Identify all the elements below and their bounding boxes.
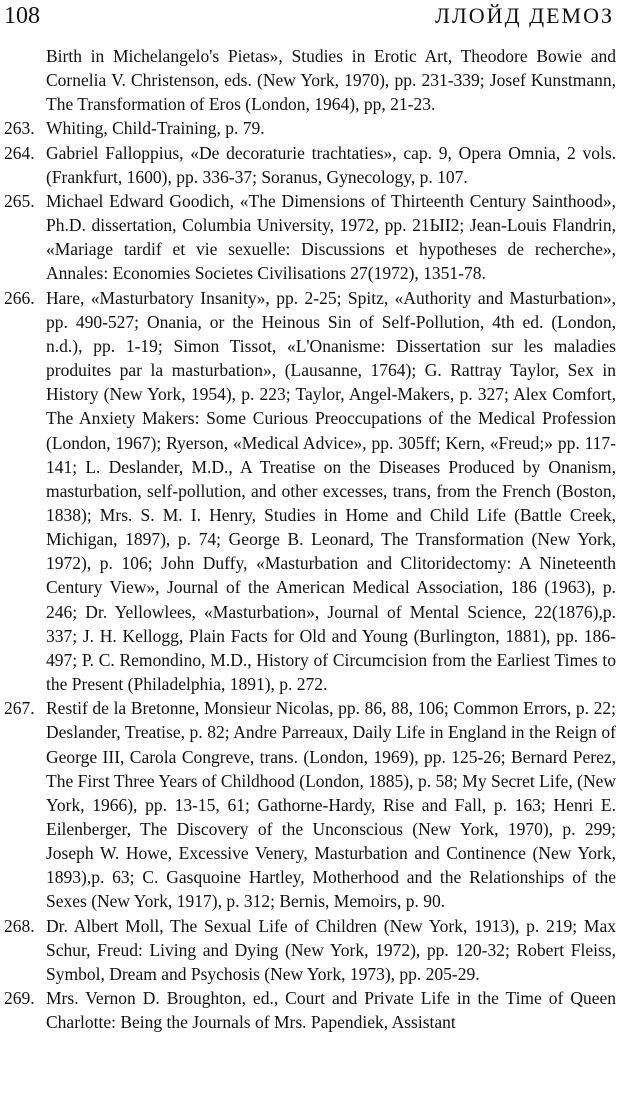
- endnote-text: Dr. Albert Moll, The Sexual Life of Children (New York, 1913), p. 219; Max Schur, Freud: Living and Dying (New York, 1972), pp. 120-32; Robert Fleiss, Symbol, Dream and Psychosis (New York, 1973), pp. 205-29.: [46, 915, 616, 984]
- endnote-267: [4, 696, 616, 913]
- page-number: 108: [4, 3, 40, 29]
- endnote-text: Gabriel Falloppius, «De decoraturie trachtaties», cap. 9, Opera Omnia, 2 vols. (Frankfurt, 1600), pp. 336-37; Soranus, Gynecology, p. 107.: [46, 142, 616, 187]
- endnote-263: [4, 116, 616, 140]
- endnotes-list: [4, 44, 616, 1034]
- endnote-text: Birth in Michelangelo's Pietas», Studies in Erotic Art, Theodore Bowie and Cornelia V. Christenson, eds. (New York, 1970), pp. 231-339; Josef Kunstmann, The Transformation of Eros (London, 1964), pp, 21-23.: [46, 46, 616, 115]
- endnote-number: 264.: [4, 142, 35, 163]
- endnote-269: [4, 986, 616, 1034]
- endnote-number: 267.: [4, 698, 35, 719]
- endnote-number: 263.: [4, 118, 35, 139]
- endnote-266: [4, 286, 616, 697]
- endnote-265: [4, 189, 616, 286]
- page-header: [4, 2, 614, 30]
- endnote-number: 266.: [4, 287, 35, 308]
- running-head: ЛЛОЙД ДЕМОЗ: [434, 3, 614, 28]
- endnote-text: Michael Edward Goodich, «The Dimensions of Thirteenth Century Sainthood», Ph.D. dissertation, Columbia University, 1972, pp. 21ЫI2; Jean-Louis Flandrin, «Mariage tardif et vie sexuelle: Discussions et hypotheses de recherche», Annales: Economies Societes Civilisations 27(1972), 1351-78.: [46, 190, 616, 284]
- endnote-text: Mrs. Vernon D. Broughton, ed., Court and Private Life in the Time of Queen Charlotte: Being the Journals of Mrs. Papendiek, Assistant: [46, 988, 616, 1033]
- endnote-continuation: [4, 44, 616, 116]
- endnote-text: Whiting, Child-Training, p. 79.: [46, 118, 265, 139]
- endnote-text: Restif de la Bretonne, Monsieur Nicolas, pp. 86, 88, 106; Common Errors, p. 22; Deslander, Treatise, p. 82; Andre Parreaux, Daily Life in England in the Reign of George III, Carola Congreve, trans. (London, 1969), pp. 125-26; Bernard Perez, The First Three Years of Childhood (London, 1885), p. 58; My Secret Life, (New York, 1966), pp. 13-15, 61; Gathorne-Hardy, Rise and Fall, p. 163; Henri E. Eilenberger, The Discovery of the Unconscious (New York, 1970), p. 299; Joseph W. Howe, Excessive Venery, Masturbation and Continence (New York, 1893),p. 63; C. Gasquoine Hartley, Motherhood and the Relationships of the Sexes (New York, 1917), p. 312; Bernis, Memoirs, p. 90.: [46, 698, 616, 912]
- endnote-text: Hare, «Masturbatory Insanity», pp. 2-25; Spitz, «Authority and Masturbation», pp. 490-527; Onania, or the Heinous Sin of Self-Pollution, 4th ed. (London, n.d.), pp. 1-19; Simon Tissot, «L'Onanisme: Dissertation sur les maladies produites par la masturbation», (Lausanne, 1764); G. Rattray Taylor, Sex in History (New York, 1954), p. 223; Taylor, Angel-Makers, p. 327; Alex Comfort, The Anxiety Makers: Some Curious Preoccupations of the Medical Profession (London, 1967); Ryerson, «Medical Advice», pp. 305ff; Kern, «Freud;» pp. 117-141; L. Deslander, M.D., A Treatise on the Diseases Produced by Onanism, masturbation, self-pollution, and other excesses, trans, from the French (Boston, 1838); Mrs. S. M. I. Henry, Studies in Home and Child Life (Battle Creek, Michigan, 1897), p. 74; George B. Leonard, The Transformation (New York, 1972), p. 106; John Duffy, «Masturbation and Clitoridectomy: A Nineteenth Century View», Journal of the American Medical Association, 186 (1963), p. 246; Dr. Yellowlees, «Masturbation», Journal of Mental Science, 22(1876),p. 337; J. H. Kellogg, Plain Facts for Old and Young (Burlington, 1881), pp. 186-497; P. C. Remondino, M.D., History of Circumcision from the Earliest Times to the Present (Philadelphia, 1891), p. 272.: [46, 287, 616, 695]
- endnote-number: 269.: [4, 988, 35, 1009]
- endnote-number: 268.: [4, 915, 35, 936]
- endnote-268: [4, 914, 616, 986]
- endnote-number: 265.: [4, 190, 35, 211]
- endnote-264: [4, 141, 616, 189]
